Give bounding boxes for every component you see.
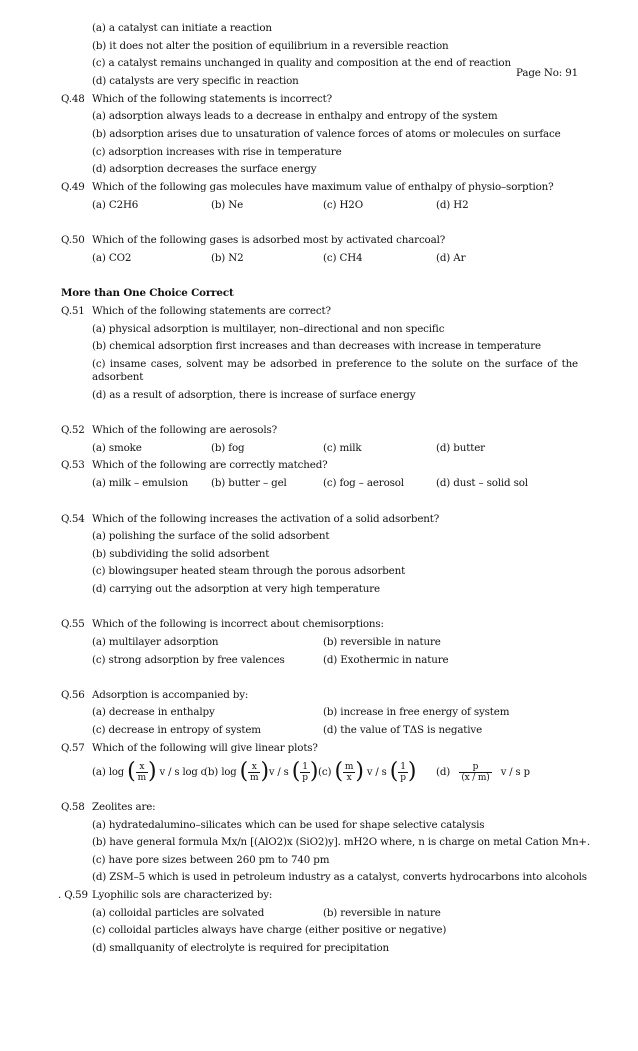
q55-option-b: (b) reversible in nature: [323, 636, 441, 648]
q58-number: Q.58: [61, 801, 85, 813]
q49-number: Q.49: [61, 181, 85, 193]
q58-option-c: (c) have pore sizes between 260 pm to 740 pm: [92, 854, 330, 866]
vs-text: v / s: [268, 767, 289, 778]
right-paren: ): [260, 759, 269, 784]
vs-text: v / s: [159, 767, 180, 778]
q48-text: Which of the following statements is incorrect?: [92, 93, 333, 105]
frac-denominator: (x / m): [461, 772, 490, 783]
q47-option-b: (b) it does not alter the position of equilibrium in a reversible reaction: [92, 40, 449, 52]
q53-option-a: (a) milk – emulsion: [92, 477, 189, 489]
q48-option-c: (c) adsorption increases with rise in temperature: [92, 146, 342, 158]
q55-number: Q.55: [61, 618, 85, 630]
q49-option-c: (c) H2O: [323, 199, 363, 211]
q53-text: Which of the following are correctly matched?: [92, 459, 328, 471]
log-text: log: [221, 767, 237, 778]
q57-option-b: [204, 761, 318, 784]
q58-option-b: (b) have general formula Mx/n [(AlO2)x (SiO2)y]. mH2O where, n is charge on metal Cation Mn+.: [92, 836, 591, 848]
q53-option-c: (c) fog – aerosol: [323, 477, 404, 489]
log-text: log: [108, 767, 125, 778]
q52-option-b: (b) fog: [211, 442, 245, 454]
q48-option-b: (b) adsorption arises due to unsaturation of valence forces of atoms or molecules on surface: [92, 128, 561, 140]
page-number: Page No: 91: [516, 67, 578, 79]
q56-option-d: (d) the value of TΔS is negative: [323, 724, 483, 736]
q58-text: Zeolites are:: [92, 801, 156, 813]
q54-option-c: (c) blowingsuper heated steam through the porous adsorbent: [92, 565, 406, 577]
q56-option-c: (c) decrease in entropy of system: [92, 724, 261, 736]
q59-number: . Q.59: [58, 889, 88, 901]
q57-option-d: [436, 761, 530, 784]
q54-option-a: (a) polishing the surface of the solid adsorbent: [92, 530, 330, 542]
q47-option-c: (c) a catalyst remains unchanged in quality and composition at the end of reaction: [92, 57, 511, 69]
fraction-1-p: [300, 762, 310, 783]
q48-option-a: (a) adsorption always leads to a decrease in enthalpy and entropy of the system: [92, 110, 498, 122]
q49-option-d: (d) H2: [436, 199, 469, 211]
right-paren: ): [147, 759, 157, 784]
q51-number: Q.51: [61, 305, 85, 317]
q47-option-a: (a) a catalyst can initiate a reaction: [92, 22, 272, 34]
frac-denominator: m: [250, 772, 259, 783]
q57-option-a: [92, 761, 206, 784]
log-c-text: log c: [182, 767, 207, 778]
frac-denominator: x: [346, 772, 352, 783]
q50-text: Which of the following gases is adsorbed most by activated charcoal?: [92, 234, 446, 246]
frac-numerator: p: [459, 762, 491, 773]
q56-text: Adsorption is accompanied by:: [92, 689, 249, 701]
vs-text: v / s: [500, 767, 521, 778]
left-paren: (: [389, 759, 399, 784]
q52-text: Which of the following are aerosols?: [92, 424, 277, 436]
q52-number: Q.52: [61, 424, 85, 436]
q50-option-d: (d) Ar: [436, 252, 466, 264]
q55-option-c: (c) strong adsorption by free valences: [92, 654, 285, 666]
q57-text: Which of the following will give linear plots?: [92, 742, 318, 754]
q56-option-a: (a) decrease in enthalpy: [92, 706, 215, 718]
fraction-m-x: [343, 762, 355, 783]
frac-numerator: 1: [300, 762, 310, 773]
q48-number: Q.48: [61, 93, 85, 105]
right-paren: ): [309, 759, 319, 784]
section-heading: More than One Choice Correct: [61, 287, 234, 299]
q53-option-d: (d) dust – solid sol: [436, 477, 528, 489]
fraction-x-m: [248, 762, 260, 783]
q51-option-c: (c) insame cases, solvent may be adsorbed in preference to the solute on the surface of the adsorbent: [92, 358, 578, 383]
q58-option-a: (a) hydratedalumino–silicates which can be used for shape selective catalysis: [92, 819, 485, 831]
frac-numerator: x: [136, 762, 148, 773]
q55-option-d: (d) Exothermic in nature: [323, 654, 449, 666]
q49-option-b: (b) Ne: [211, 199, 244, 211]
q54-option-d: (d) carrying out the adsorption at very high temperature: [92, 583, 380, 595]
left-paren: (: [291, 759, 301, 784]
vs-text: v / s: [366, 767, 387, 778]
q54-text: Which of the following increases the activation of a solid adsorbent?: [92, 513, 440, 525]
q50-option-c: (c) CH4: [323, 252, 363, 264]
q51-text: Which of the following statements are correct?: [92, 305, 331, 317]
q54-number: Q.54: [61, 513, 85, 525]
q57-label-b: (b): [204, 766, 219, 778]
q57-label-c: (c): [318, 766, 332, 778]
q59-option-b: (b) reversible in nature: [323, 907, 441, 919]
q53-number: Q.53: [61, 459, 85, 471]
right-paren: ): [407, 759, 417, 784]
fraction-p-xm: [459, 762, 491, 783]
q59-option-a: (a) colloidal particles are solvated: [92, 907, 265, 919]
q52-option-a: (a) smoke: [92, 442, 142, 454]
frac-denominator: m: [137, 772, 146, 783]
q52-option-d: (d) butter: [436, 442, 485, 454]
q57-label-d: (d): [436, 766, 451, 778]
q57-label-a: (a): [92, 766, 106, 778]
q50-number: Q.50: [61, 234, 85, 246]
q56-option-b: (b) increase in free energy of system: [323, 706, 510, 718]
q51-option-d: (d) as a result of adsorption, there is increase of surface energy: [92, 389, 416, 401]
fraction-1-p: [398, 762, 408, 783]
q54-option-b: (b) subdividing the solid adsorbent: [92, 548, 270, 560]
p-text: p: [523, 767, 530, 778]
q51-option-a: (a) physical adsorption is multilayer, non–directional and non specific: [92, 323, 445, 335]
q53-option-b: (b) butter – gel: [211, 477, 287, 489]
left-paren: (: [239, 759, 249, 784]
q52-option-c: (c) milk: [323, 442, 362, 454]
q55-text: Which of the following is incorrect about chemisorptions:: [92, 618, 384, 630]
q50-option-b: (b) N2: [211, 252, 244, 264]
frac-numerator: m: [344, 761, 354, 772]
q47-option-d: (d) catalysts are very specific in reaction: [92, 75, 299, 87]
frac-denominator: p: [302, 772, 308, 783]
right-paren: ): [355, 759, 364, 784]
frac-numerator: x: [248, 762, 260, 773]
q51-option-b: (b) chemical adsorption first increases and than decreases with increase in temperature: [92, 340, 541, 352]
q49-option-a: (a) C2H6: [92, 199, 139, 211]
q59-option-d: (d) smallquanity of electrolyte is required for precipitation: [92, 942, 390, 954]
q57-option-c: [318, 761, 416, 784]
q49-text: Which of the following gas molecules have maximum value of enthalpy of physio–sorption?: [92, 181, 554, 193]
q59-text: Lyophilic sols are characterized by:: [92, 889, 273, 901]
fraction-x-m: [136, 762, 148, 783]
left-paren: (: [127, 759, 136, 784]
q59-option-c: (c) colloidal particles always have charge (either positive or negative): [92, 924, 447, 936]
q48-option-d: (d) adsorption decreases the surface energy: [92, 163, 317, 175]
q50-option-a: (a) CO2: [92, 252, 132, 264]
q55-option-a: (a) multilayer adsorption: [92, 636, 219, 648]
q58-option-d: (d) ZSM–5 which is used in petroleum industry as a catalyst, converts hydrocarbons into alcohols: [92, 871, 587, 883]
q56-number: Q.56: [61, 689, 85, 701]
frac-denominator: p: [400, 772, 406, 783]
frac-numerator: 1: [398, 762, 408, 773]
q57-number: Q.57: [61, 742, 85, 754]
left-paren: (: [334, 759, 343, 784]
